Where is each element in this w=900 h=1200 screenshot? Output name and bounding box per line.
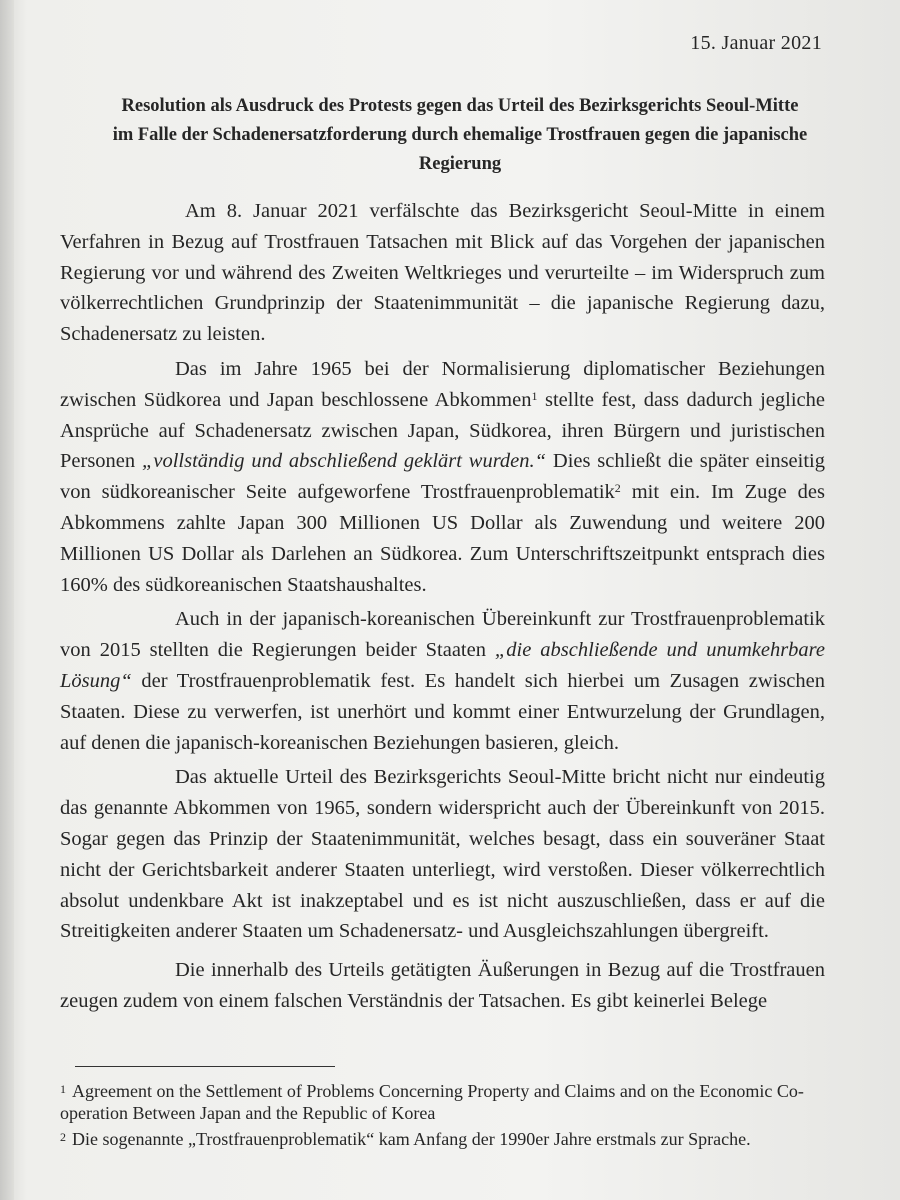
paragraph-5: Die innerhalb des Urteils getätigten Äußerungen in Bezug auf die Trostfrauen zeugen zudem von einem falschen Verständnis der Tatsachen. Es gibt keinerlei Belege	[60, 959, 825, 1012]
footnote-2	[60, 1128, 860, 1150]
paragraph-2-quote: „vollständig und abschließend geklärt wurden.“	[141, 450, 547, 473]
paragraph-3-part-a: Auch in der japanisch-koreanischen Übereinkunft zur Trostfrauenproblematik von 2015 stellten die Regierungen beider Staaten	[60, 608, 825, 662]
paragraph-1: Am 8. Januar 2021 verfälschte das Bezirksgericht Seoul-Mitte in einem Verfahren in Bezug auf Trostfrauen Tatsachen mit Blick auf das Vorgehen der japanischen Regierung vor und während des Zweiten Weltkrieges und verurteilte – im Widerspruch zum völkerrechtlichen Grundprinzip der Staatenimmunität – die japanische Regierung dazu, Schadenersatz zu leisten.	[60, 200, 825, 346]
paragraph-2-part-b: stellte fest, dass dadurch jegliche Ansprüche auf Schadenersatz zwischen Japan, Südkorea, ihren Bürgern und juristischen Personen	[60, 388, 825, 473]
paragraph-3	[60, 604, 825, 758]
paragraph-2-part-a: Das im Jahre 1965 bei der Normalisierung diplomatischer Beziehungen zwischen Südkorea und Japan beschlossene Abkommen	[60, 357, 825, 411]
paragraph-4: Das aktuelle Urteil des Bezirksgerichts Seoul-Mitte bricht nicht nur eindeutig das genannte Abkommen von 1965, sondern widerspricht auch der Übereinkunft von 2015. Sogar gegen das Prinzip der Staatenimmunität, welches besagt, dass ein souveräner Staat nicht der Gerichtsbarkeit anderer Staaten unterliegt, wird verstoßen. Dieser völkerrechtlich absolut undenkbare Akt ist inakzeptabel und es ist nicht auszuschließen, dass er auf die Streitigkeiten anderer Staaten um Schadenersatz- und Ausgleichszahlungen übergreift.	[60, 766, 825, 943]
footnote-mark: 1	[60, 1082, 66, 1096]
document-body	[60, 196, 825, 1021]
paragraph-3-quote: „die abschließende und unumkehrbare Lösung“	[60, 639, 825, 692]
paragraph-2	[60, 354, 825, 600]
footnote-text: Agreement on the Settlement of Problems Concerning Property and Claims and on the Economic Co-operation Between Japan and the Republic of Korea	[60, 1081, 804, 1123]
footnote-ref-1: 1	[531, 388, 538, 403]
paragraph-2-part-d: mit ein. Im Zuge des Abkommens zahlte Japan 300 Millionen US Dollar als Zuwendung und weitere 200 Millionen US Dollar als Darlehen an Südkorea. Zum Unterschriftszeitpunkt entsprach dies 160% des südkoreanischen Staatshaushaltes.	[60, 481, 825, 596]
paragraph-2-part-c: Dies schließt die später einseitig von südkoreanischer Seite aufgeworfene Trostfrauenproblematik	[60, 450, 825, 504]
footnote-ref-2: 2	[614, 481, 621, 496]
footnotes	[60, 1080, 860, 1154]
footnote-1	[60, 1080, 860, 1124]
footnote-mark: 2	[60, 1130, 66, 1144]
page-edge-shadow	[0, 0, 14, 1200]
footnote-text: Die sogenannte „Trostfrauenproblematik“ kam Anfang der 1990er Jahre erstmals zur Sprache.	[72, 1129, 751, 1149]
footnote-divider	[75, 1066, 335, 1067]
document-title: Resolution als Ausdruck des Protests gegen das Urteil des Bezirksgerichts Seoul-Mitte im Falle der Schadenersatzforderung durch ehemalige Trostfrauen gegen die japanische Regierung	[112, 96, 808, 174]
paragraph-3-part-b: der Trostfrauenproblematik fest. Es handelt sich hierbei um Zusagen zwischen Staaten. Diese zu verwerfen, ist unerhört und kommt einer Entwurzelung der Grundlagen, auf denen die japanisch-koreanischen Beziehungen basieren, gleich.	[60, 669, 825, 754]
document-date: 15. Januar 2021	[690, 32, 822, 54]
